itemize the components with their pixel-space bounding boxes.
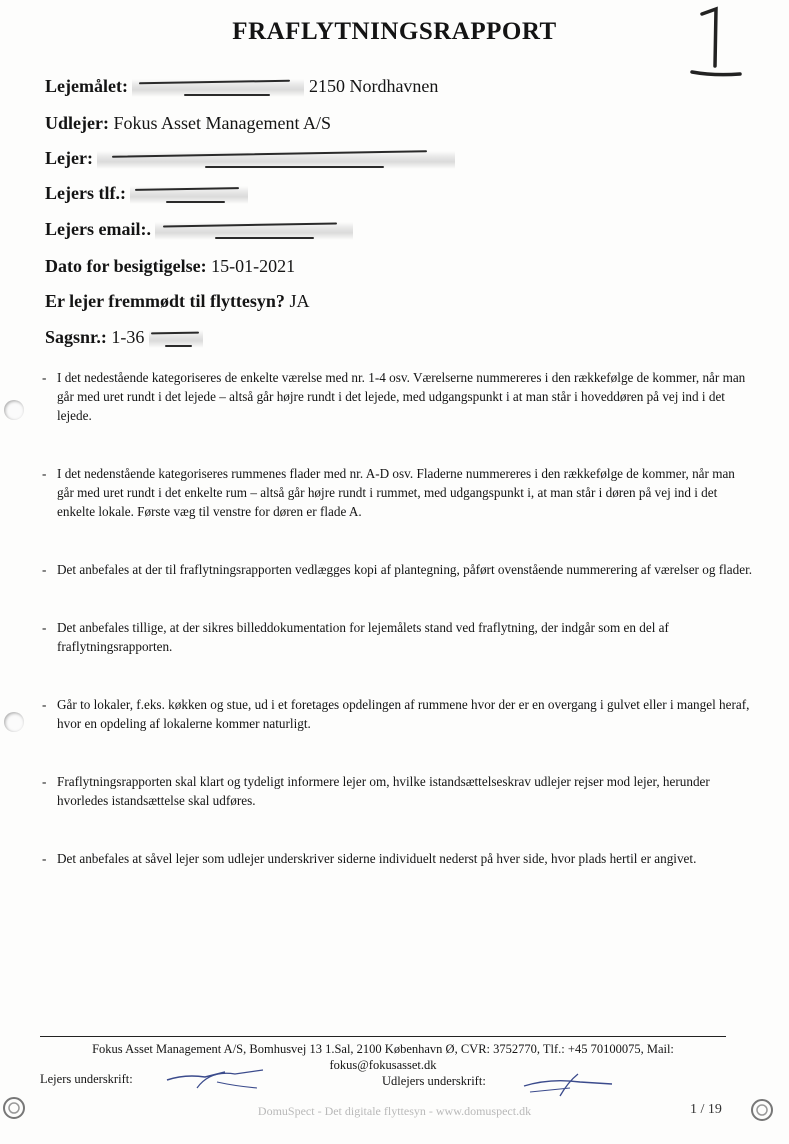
field-fremmoedt xyxy=(45,291,309,312)
instruction-item: - I det nedestående kategoriseres de enkelte værelse med nr. 1-4 osv. Værelserne nummereres i den rækkefølge de kommer, når man går med uret rundt i det lejede – altså går højre rundt i det lejede, med udgangspunkt i at man står i hoveddøren på vej ind i det lejede. xyxy=(42,368,754,425)
tenant-signature-label: Lejers underskrift: xyxy=(40,1072,133,1086)
field-lejemaalet xyxy=(45,76,438,97)
fremmoedt-label: Er lejer fremmødt til flyttesyn? xyxy=(45,291,285,311)
lejers-email-label: Lejers email:. xyxy=(45,219,151,239)
field-lejer xyxy=(45,148,455,169)
field-dato xyxy=(45,256,295,277)
instruction-item: - Det anbefales tillige, at der sikres billeddokumentation for lejemålets stand ved fraflytning, der indgår som en del af fraflytningsrapporten. xyxy=(42,618,754,656)
lejemaalet-value: 2150 Nordhavnen xyxy=(308,76,439,96)
field-lejers-tlf xyxy=(45,183,248,204)
footer-brand-line: DomuSpect - Det digitale flyttesyn - www.domuspect.dk xyxy=(257,1104,532,1118)
footer-company-line: Fokus Asset Management A/S, Bomhusvej 13 1.Sal, 2100 København Ø, CVR: 3752770, Tlf.: +45 70100075, Mail: xyxy=(92,1042,674,1056)
lejemaalet-label: Lejemålet: xyxy=(45,76,128,96)
footer-email: fokus@fokusasset.dk xyxy=(329,1058,437,1072)
instruction-item: - I det nedenstående kategoriseres rummenes flader med nr. A-D osv. Fladerne nummereres i den rækkefølge de kommer, når man går med uret rundt i det enkelte rum – altså går højre rundt i rummet, med udgangspunkt i, at man står i døren på vej ind i det enkelte lokale. Første væg til venstre for døren er flade A. xyxy=(42,464,754,521)
seal-icon xyxy=(750,1098,774,1122)
redacted-case-number xyxy=(149,330,203,348)
page-mark-text: 1 xyxy=(682,4,683,5)
field-udlejer xyxy=(45,113,331,134)
punch-hole-bottom xyxy=(4,712,24,732)
field-sagsnr xyxy=(45,327,203,348)
page-number: 1 / 19 xyxy=(690,1102,722,1117)
instruction-item: - Det anbefales at der til fraflytningsrapporten vedlægges kopi af plantegning, påført ovenstående nummerering af værelser og flader. xyxy=(42,560,754,579)
fremmoedt-value: JA xyxy=(289,291,310,311)
dato-label: Dato for besigtigelse: xyxy=(45,256,207,276)
redacted-email xyxy=(155,222,353,240)
handwritten-page-number xyxy=(682,4,742,86)
tenant-signature xyxy=(165,1062,275,1092)
landlord-signature-label: Udlejers underskrift: xyxy=(382,1074,486,1088)
seal-icon xyxy=(2,1096,26,1120)
landlord-signature xyxy=(520,1070,620,1100)
footer-company-info xyxy=(40,1041,726,1073)
instruction-item: - Går to lokaler, f.eks. køkken og stue, ud i et foretages opdelingen af rummene hvor der er en overgang i gulvet eller i mangel heraf, hvor en opdeling af lokalerne kommer naturligt. xyxy=(42,695,754,733)
dato-value: 15-01-2021 xyxy=(211,256,296,276)
instruction-item: - Det anbefales at såvel lejer som udlejer underskriver siderne individuelt nederst på hver side, hvor plads hertil er angivet. xyxy=(42,849,754,868)
redacted-address xyxy=(132,79,304,97)
punch-hole-top xyxy=(4,400,24,420)
document-title: FRAFLYTNINGSRAPPORT xyxy=(232,18,557,45)
field-lejers-email xyxy=(45,219,353,240)
footer-divider xyxy=(40,1036,726,1037)
udlejer-value: Fokus Asset Management A/S xyxy=(113,113,331,133)
lejer-label: Lejer: xyxy=(45,148,93,168)
sagsnr-label: Sagsnr.: xyxy=(45,327,107,347)
lejers-tlf-label: Lejers tlf.: xyxy=(45,183,126,203)
instruction-list xyxy=(42,368,754,907)
instruction-item: - Fraflytningsrapporten skal klart og tydeligt informere lejer om, hvilke istandsættelseskrav udlejer rejser mod lejer, herunder hvorledes istandsættelse skal udføres. xyxy=(42,772,754,810)
redacted-phone xyxy=(130,186,248,204)
sagsnr-value: 1-36 xyxy=(111,327,145,347)
udlejer-label: Udlejer: xyxy=(45,113,109,133)
redacted-tenant-name xyxy=(97,151,455,169)
